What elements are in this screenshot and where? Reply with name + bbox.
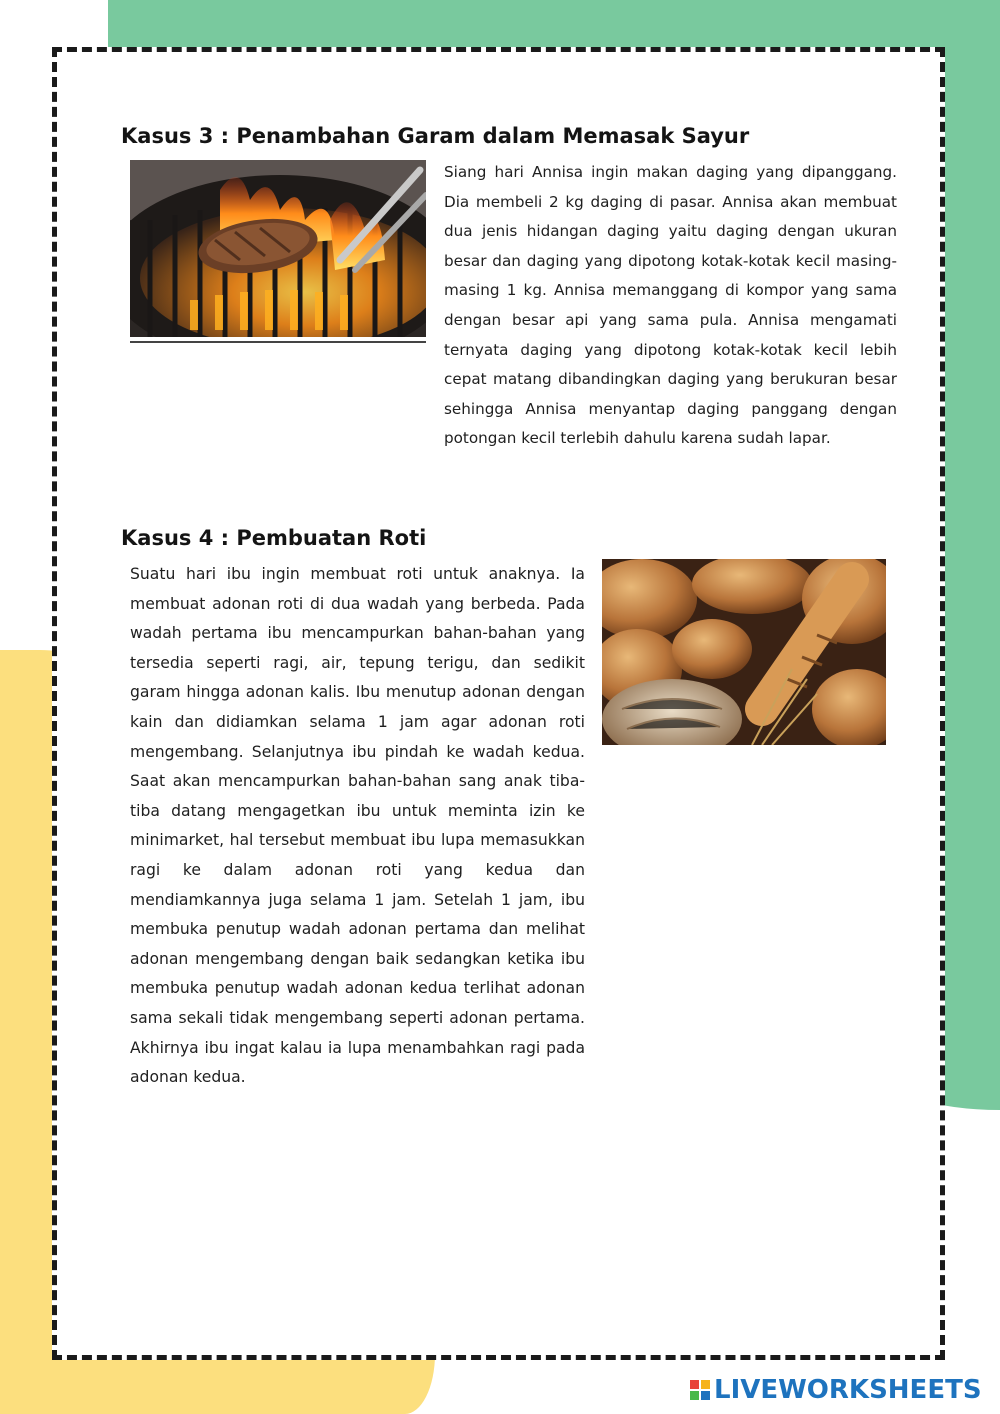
grilled-meat-photo <box>130 160 426 337</box>
liveworksheets-logo <box>690 1372 982 1408</box>
liveworksheets-logo-icon <box>690 1380 710 1400</box>
case-4-title: Kasus 4 : Pembuatan Roti <box>121 526 427 550</box>
bread-assortment-photo <box>602 559 886 745</box>
case-4-paragraph: Suatu hari ibu ingin membuat roti untuk anaknya. Ia membuat adonan roti di dua wadah yang berbeda. Pada wadah pertama ibu mencampurkan bahan-bahan yang tersedia seperti ragi, air, tepung terigu, dan sedikit garam hingga adonan kalis. Ibu menutup adonan dengan kain dan didiamkan selama 1 jam agar adonan roti mengembang. Selanjutnya ibu pindah ke wadah kedua. Saat akan mencampurkan bahan-bahan sang anak tiba-tiba datang mengagetkan ibu untuk meminta izin ke minimarket, hal tersebut membuat ibu lupa memasukkan ragi ke dalam adonan roti yang kedua dan mendiamkannya juga selama 1 jam. Setelah 1 jam, ibu membuka penutup wadah adonan pertama dan melihat adonan mengembang dengan baik sedangkan ketika ibu membuka penutup wadah adonan kedua terlihat adonan sama sekali tidak mengembang seperti adonan pertama. Akhirnya ibu ingat kalau ia lupa menambahkan ragi pada adonan kedua. <box>130 565 585 1087</box>
liveworksheets-logo-text: LIVEWORKSHEETS <box>714 1375 982 1405</box>
case-3-paragraph: Siang hari Annisa ingin makan daging yang dipanggang. Dia membeli 2 kg daging di pasar. Annisa akan membuat dua jenis hidangan daging yaitu daging dengan ukuran besar dan daging yang dipotong kotak-kotak kecil masing-masing 1 kg. Annisa memanggang di kompor yang sama dengan besar api yang sama pula. Annisa mengamati ternyata daging yang dipotong kotak-kotak kecil lebih cepat matang dibandingkan daging yang berukuran besar sehingga Annisa menyantap daging panggang dengan potongan kecil terlebih dahulu karena sudah lapar. <box>444 163 897 448</box>
case-3-title: Kasus 3 : Penambahan Garam dalam Memasak Sayur <box>121 124 750 148</box>
photo-underline-divider <box>130 341 426 343</box>
